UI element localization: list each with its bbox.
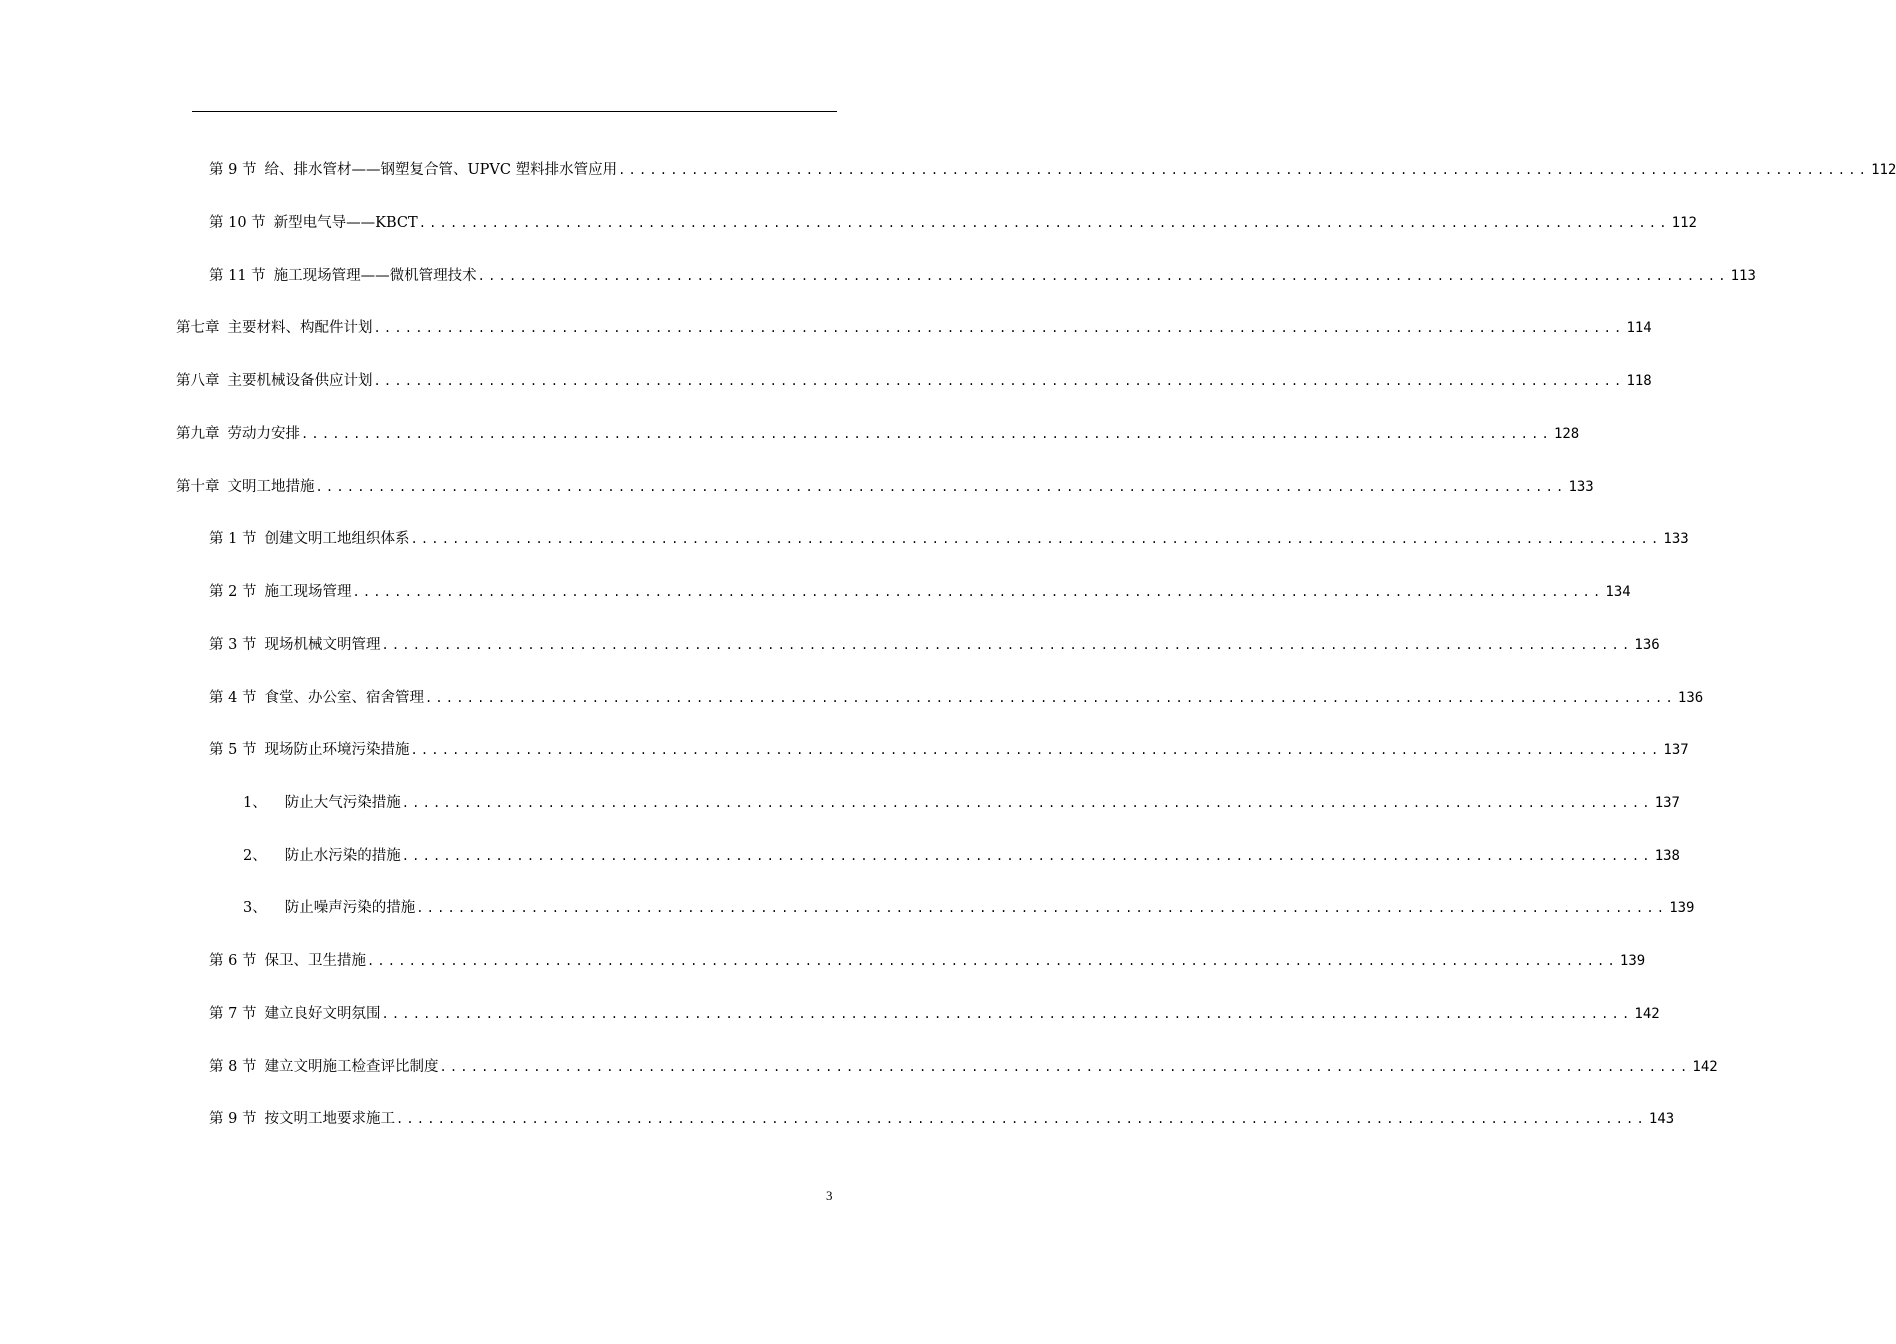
toc-leader-dots: ........................................................................................................................	[381, 638, 1633, 652]
toc-leader-dots: ........................................................................................................................	[373, 321, 1625, 335]
toc-entry-number: 第 4 节	[209, 690, 257, 706]
toc-entry-number: 第 7 节	[209, 1006, 257, 1022]
toc-entry-title: 保卫、卫生措施	[264, 953, 366, 969]
toc-entry-title: 给、排水管材——钢塑复合管、UPVC 塑料排水管应用	[264, 162, 618, 178]
toc-entry[interactable]	[209, 951, 1646, 971]
toc-entry-page: 142	[1692, 1059, 1718, 1075]
toc-entry-number: 第 2 节	[209, 584, 257, 600]
toc-entry[interactable]	[176, 424, 1580, 444]
toc-entry[interactable]	[176, 318, 1652, 338]
toc-entry-title: 文明工地措施	[227, 479, 315, 495]
toc-entry-page: 138	[1654, 848, 1680, 864]
toc-leader-dots: ........................................................................................................................	[439, 1060, 1691, 1074]
toc-entry[interactable]	[209, 688, 1704, 708]
toc-leader-dots: ........................................................................................................................	[424, 691, 1676, 705]
toc-entry[interactable]	[243, 846, 1680, 866]
toc-entry-number: 第 1 节	[209, 531, 257, 547]
toc-entry-page: 114	[1626, 320, 1652, 336]
toc-entry-title: 创建文明工地组织体系	[264, 531, 410, 547]
toc-leader-dots: ........................................................................................................................	[366, 954, 1618, 968]
toc-leader-dots: ........................................................................................................................	[618, 163, 1870, 177]
toc-entry[interactable]	[209, 213, 1697, 233]
toc-entry[interactable]	[243, 898, 1695, 918]
toc-entry[interactable]	[209, 1109, 1675, 1129]
toc-entry-number: 3、	[243, 900, 267, 916]
toc-entry-number: 第 6 节	[209, 953, 257, 969]
toc-entry-number: 第 9 节	[209, 1111, 257, 1127]
toc-entry-title: 新型电气导——KBCT	[273, 215, 418, 231]
toc-entry-page: 133	[1568, 479, 1594, 495]
toc-entry-page: 142	[1634, 1006, 1660, 1022]
toc-leader-dots: ........................................................................................................................	[352, 585, 1604, 599]
toc-entry-number: 第十章	[176, 479, 220, 495]
toc-entry-number: 第 10 节	[209, 215, 266, 231]
toc-entry-number: 第八章	[176, 373, 220, 389]
toc-entry[interactable]	[209, 529, 1689, 549]
toc-entry-title: 建立文明施工检查评比制度	[264, 1059, 439, 1075]
toc-entry-number: 第 9 节	[209, 162, 257, 178]
toc-leader-dots: ........................................................................................................................	[401, 849, 1653, 863]
toc-entry-page: 133	[1663, 531, 1689, 547]
toc-entry-title: 主要机械设备供应计划	[227, 373, 373, 389]
toc-entry-number: 第九章	[176, 426, 220, 442]
toc-leader-dots: ........................................................................................................................	[395, 1112, 1647, 1126]
toc-entry-page: 137	[1663, 742, 1689, 758]
toc-entry-number: 1、	[243, 795, 267, 811]
toc-entry-title: 主要材料、构配件计划	[227, 320, 373, 336]
toc-entry-page: 112	[1671, 215, 1697, 231]
toc-entry-number: 第 8 节	[209, 1059, 257, 1075]
toc-entry-page: 139	[1619, 953, 1646, 969]
toc-entry-title: 劳动力安排	[227, 426, 300, 442]
toc-entry-page: 118	[1626, 373, 1652, 389]
toc-entry-title: 按文明工地要求施工	[264, 1111, 395, 1127]
toc-entry-title: 现场防止环境污染措施	[264, 742, 410, 758]
toc-leader-dots: ........................................................................................................................	[373, 374, 1625, 388]
toc-entry[interactable]	[209, 266, 1756, 286]
page-number: 3	[826, 1188, 833, 1203]
toc-leader-dots: ........................................................................................................................	[401, 796, 1653, 810]
toc-entry-page: 143	[1648, 1111, 1675, 1127]
toc-entry-page: 137	[1654, 795, 1680, 811]
toc-leader-dots: ........................................................................................................................	[477, 269, 1729, 283]
toc-leader-dots: ........................................................................................................................	[410, 532, 1662, 546]
toc-entry-page: 139	[1669, 900, 1695, 916]
toc-entry[interactable]	[209, 1057, 1718, 1077]
toc-entry-title: 施工现场管理——微机管理技术	[273, 268, 477, 284]
toc-entry-page: 112	[1871, 162, 1896, 178]
toc-entry-number: 2、	[243, 848, 267, 864]
toc-entry[interactable]	[176, 477, 1594, 497]
header-rule	[192, 111, 837, 112]
toc-leader-dots: ........................................................................................................................	[315, 480, 1567, 494]
toc-entry-title: 防止水污染的措施	[284, 848, 401, 864]
toc-entry[interactable]	[209, 160, 1896, 180]
toc-leader-dots: ........................................................................................................................	[410, 743, 1662, 757]
toc-entry-page: 113	[1730, 268, 1756, 284]
toc-leader-dots: ........................................................................................................................	[381, 1007, 1633, 1021]
toc-leader-dots: ........................................................................................................................	[301, 427, 1552, 441]
toc-entry[interactable]	[243, 793, 1680, 813]
toc-entry-number: 第 11 节	[209, 268, 266, 284]
toc-entry-page: 136	[1677, 690, 1704, 706]
toc-entry-title: 防止噪声污染的措施	[284, 900, 416, 916]
toc-entry-number: 第 3 节	[209, 637, 257, 653]
toc-entry-title: 建立良好文明氛围	[264, 1006, 381, 1022]
toc-entry[interactable]	[209, 635, 1660, 655]
toc-entry-title: 现场机械文明管理	[264, 637, 381, 653]
toc-entry-page: 128	[1553, 426, 1580, 442]
toc-entry-title: 食堂、办公室、宿舍管理	[264, 690, 424, 706]
toc-leader-dots: ........................................................................................................................	[416, 901, 1668, 915]
toc-leader-dots: ........................................................................................................................	[418, 216, 1670, 230]
toc-entry-title: 防止大气污染措施	[284, 795, 401, 811]
toc-entry[interactable]	[209, 1004, 1660, 1024]
toc-entry[interactable]	[209, 740, 1689, 760]
toc-entry-page: 134	[1605, 584, 1631, 600]
toc-entry-title: 施工现场管理	[264, 584, 352, 600]
toc-entry[interactable]	[176, 371, 1652, 391]
toc-entry-number: 第 5 节	[209, 742, 257, 758]
toc-entry[interactable]	[209, 582, 1631, 602]
toc-entry-page: 136	[1634, 637, 1660, 653]
toc-entry-number: 第七章	[176, 320, 220, 336]
